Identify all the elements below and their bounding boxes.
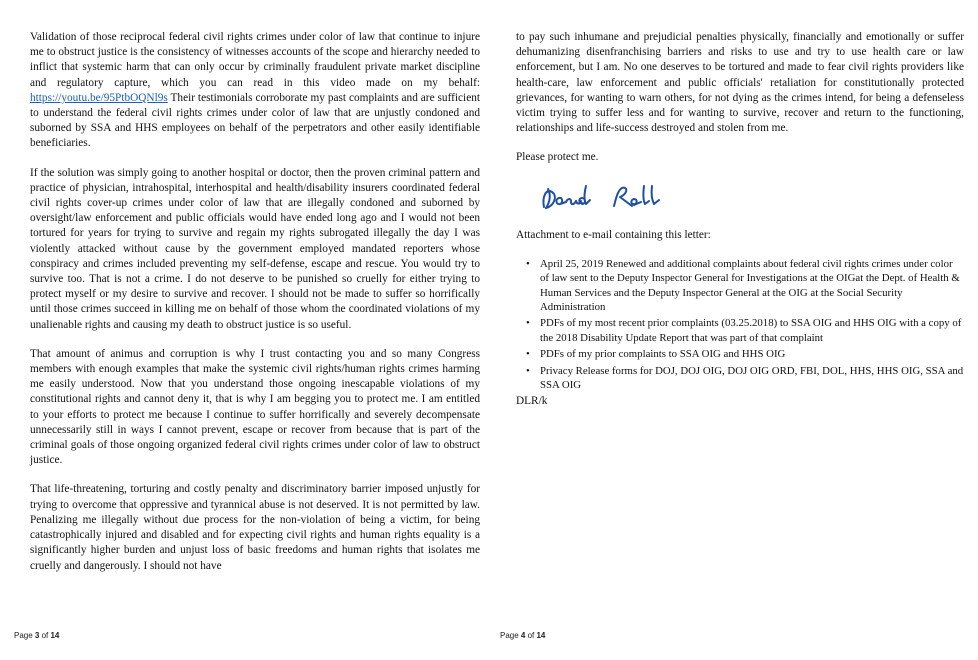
page-number: 3	[34, 631, 40, 640]
list-item: • April 25, 2019 Renewed and additional complaints about federal civil rights crimes under color of law sent to the Deputy Inspector General for Investigations at the OIGat the Dept. of Health & Human Services and the Deputy Inspector General at the OIG at the Social Security Administration	[540, 257, 964, 315]
attachment-list	[516, 257, 964, 393]
typist-initials: DLR/k	[516, 395, 548, 408]
paragraph-text: Their testimonials corroborate my past complaints and are sufficient to understand the federal civil rights crimes under color of law that are unjustly condoned and suborned by SSA and HHS employees on behalf of the perpetrators and other easily identifiable beneficiaries.	[30, 91, 480, 150]
closing-line: Please protect me.	[516, 151, 599, 164]
page-footer: Page 3 of 14	[14, 631, 60, 640]
page-total: 14	[536, 631, 546, 640]
page-footer: Page 4 of 14	[500, 631, 546, 640]
letter-page-4	[489, 0, 978, 660]
video-link[interactable]: https://youtu.be/95PtbOQNl9s	[30, 91, 168, 104]
list-item: • PDFs of my most recent prior complaints (03.25.2018) to SSA OIG and HHS OIG with a copy of the 2018 Disability Update Report that was part of that complaint	[540, 316, 964, 345]
list-item: • PDFs of my prior complaints to SSA OIG and HHS OIG	[540, 347, 964, 361]
paragraph-validation	[30, 30, 480, 152]
page-total: 14	[50, 631, 60, 640]
page-number: 4	[520, 631, 526, 640]
paragraph-penalty: That life-threatening, torturing and costly penalty and discriminatory barrier imposed unjustly for trying to overcome that oppressive and tyrannical abuse is not deserved. It is not permitted by law. Penalizing me illegally without due process for the non-violation of being a victim, for being catastrophically injured and disabled and for expecting civil rights and human rights equality is a significantly higher burden and unjust loss of basic freedoms and human rights that isolates me cruelly and dangerously. I should not have	[30, 483, 480, 572]
paragraph-text: Validation of those reciprocal federal civil rights crimes under color of law that continue to injure me to obstruct justice is the consistency of witnesses accounts of the scope and hierarchy needed to inflict that systemic harm that can only occur by criminally fraudulent private market discipline and regulatory capture, which you can read in this video made on my behalf:	[30, 31, 480, 89]
handwritten-signature-icon	[538, 180, 668, 214]
page-3-body	[30, 30, 480, 588]
paragraph-animus: That amount of animus and corruption is why I trust contacting you and so many Congress members with enough examples that make the systemic civil rights/human rights crimes harming me easily understood. Now that you understand those ongoing inescapable violations of my constitutional rights and cannot deny it, that is why I am begging you to protect me. I am entitled to your efforts to protect me because I continue to suffer horrifically and severely decompensate unnecessarily still in ways I cannot prevent, escape or recover from because that is part of the criminal goals of those ongoing organized federal civil rights crimes under color of law to obstruct justice.	[30, 347, 480, 467]
page-4-body	[516, 30, 964, 424]
paragraph-solution: If the solution was simply going to another hospital or doctor, then the proven criminal pattern and practice of physician, intrahospital, interhospital and health/disability insurers coordinated federal civil rights cover-up crimes under color of law that are illegally condoned and suborned by oversight/law enforcement and public officials would have ended long ago and I would not been tortured for years for trying to survive and regain my rights subrogated illegally the day I was violently attacked without cause by the government employed mandated reporters whose conspiracy and crimes included preventing my self-defense, escape and rescue. You would try to survive too. That is not a crime. I do not deserve to be punished so cruelly for either trying to protect myself or my desire to survive and recover. I should not be made to suffer so horrifically until those crimes succeed in killing me on behalf of those whom the coordinated violations of my unalienable rights and causing my death to obstruct justice is so useful.	[30, 166, 480, 331]
list-item: • Privacy Release forms for DOJ, DOJ OIG, DOJ OIG ORD, FBI, DOL, HHS, HHS OIG, SSA and SSA OIG	[540, 364, 964, 393]
attachment-heading: Attachment to e-mail containing this letter:	[516, 228, 711, 241]
paragraph-continuation: to pay such inhumane and prejudicial penalties physically, financially and emotionally or suffer dehumanizing disenfranchising barriers and risks to use and try to use health care or law enforcement, but I am. No one deserves to be tortured and made to fear civil rights providers like health-care, law enforcement and public officials' retaliation for constitutionally protected grievances, for wanting to warn others, for not dying as the crimes intend, for being a defenseless victim trying to suffer less and for wanting to survive, recover and return to the functioning, relationships and life-success destroyed and stolen from me.	[516, 31, 964, 135]
